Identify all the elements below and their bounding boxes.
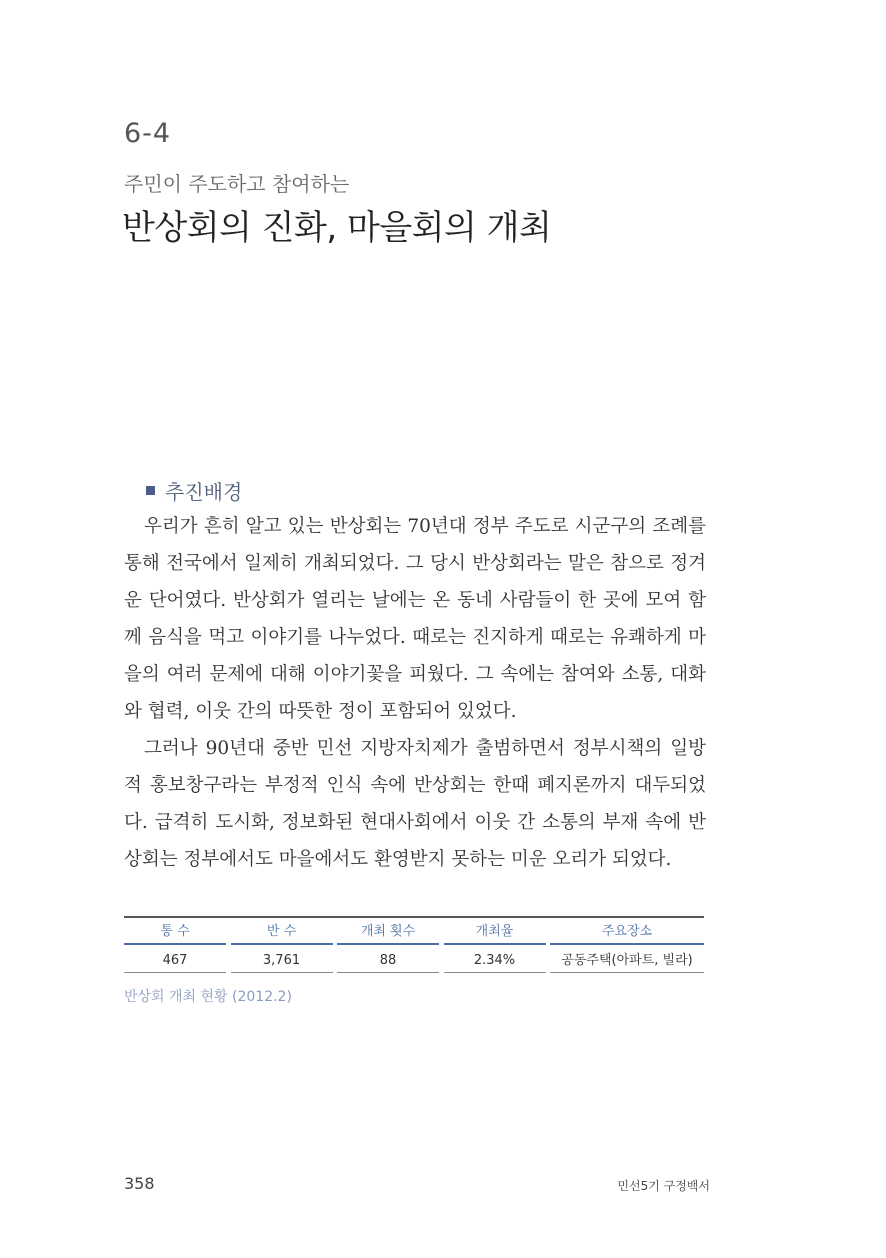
table-cell: 88 <box>337 948 439 973</box>
paragraph: 우리가 흔히 알고 있는 반상회는 70년대 정부 주도로 시군구의 조례를 통해 전국에서 일제히 개최되었다. 그 당시 반상회라는 말은 참으로 정겨운 단어였다. 반상회가 열리는 날에는 온 동네 사람들이 한 곳에 모여 함께 음식을 먹고 이야기를 나누었다. 때로는 진지하게 때로는 유쾌하게 마을의 여러 문제에 대해 이야기꽃을 피웠다. 그 속에는 참여와 소통, 대화와 협력, 이웃 간의 따뜻한 정이 포함되어 있었다. <box>124 516 706 722</box>
table-header-row <box>124 921 704 945</box>
book-title: 민선5기 구정백서 <box>617 1179 710 1193</box>
square-bullet-icon <box>146 486 155 495</box>
table-header-cell: 개최율 <box>444 921 546 945</box>
subsection-heading-label: 추진배경 <box>165 480 243 504</box>
table-header-cell: 통 수 <box>124 921 226 945</box>
table-header-cell: 개최 횟수 <box>337 921 439 945</box>
table-cell: 2.34% <box>444 948 546 973</box>
table-header-cell: 반 수 <box>231 921 333 945</box>
page-title: 반상회의 진화, 마을회의 개최 <box>122 208 552 248</box>
table-top-rule <box>124 916 704 918</box>
table-header-cell: 주요장소 <box>550 921 704 945</box>
table-row <box>124 948 704 973</box>
paragraph: 그러나 90년대 중반 민선 지방자치제가 출범하면서 정부시책의 일방적 홍보창구라는 부정적 인식 속에 반상회는 한때 폐지론까지 대두되었다. 급격히 도시화, 정보화된 현대사회에서 이웃 간 소통의 부재 속에 반상회는 정부에서도 마을에서도 환영받지 못하는 미운 오리가 되었다. <box>124 738 706 870</box>
subsection-heading <box>146 476 242 505</box>
table-cell: 공동주택(아파트, 빌라) <box>550 948 704 973</box>
table-cell: 3,761 <box>231 948 333 973</box>
page-number: 358 <box>124 1174 155 1193</box>
body-text <box>124 508 706 878</box>
table-caption: 반상회 개최 현황 (2012.2) <box>124 989 292 1005</box>
section-subtitle: 주민이 주도하고 참여하는 <box>124 172 350 196</box>
table-cell: 467 <box>124 948 226 973</box>
section-number: 6-4 <box>124 118 172 149</box>
